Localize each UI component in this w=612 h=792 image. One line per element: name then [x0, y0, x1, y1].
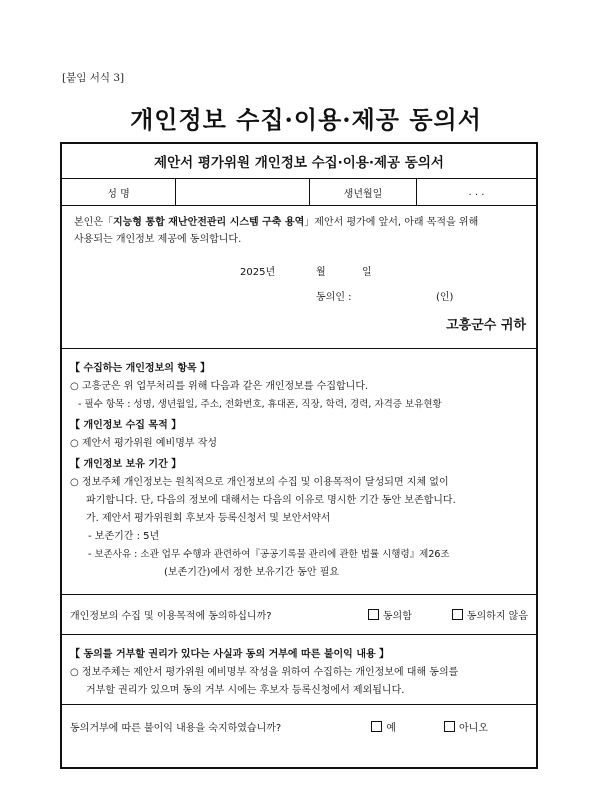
identity-row — [62, 179, 536, 206]
retention-heading: 【 개인정보 보유 기간 】 — [70, 459, 182, 470]
consent-question — [62, 595, 536, 635]
intro-line — [74, 214, 526, 231]
refusal-text-1: ○ 정보주체는 제안서 평가위원 예비명부 작성을 위하여 수집하는 개인정보에 대해 동의를 — [70, 667, 459, 678]
acknowledge-question — [62, 705, 536, 747]
retention-period: - 보존기간 : 5년 — [88, 531, 160, 542]
date-year: 2025년 — [240, 267, 276, 278]
consent-statement — [62, 206, 536, 349]
no-label: 아니오 — [459, 722, 488, 734]
items-required: - 필수 항목 : 성명, 생년월일, 주소, 전화번호, 휴대폰, 직장, 학력, 경력, 자격증 보유현황 — [78, 399, 442, 410]
purpose-heading: 【 개인정보 수집 목적 】 — [70, 420, 182, 431]
project-name: 지능형 통합 재난안전관리 시스템 구축 용역 — [112, 217, 305, 228]
signer-label: 동의인 : — [316, 292, 352, 303]
disagree-option[interactable] — [452, 607, 528, 622]
agree-label: 동의함 — [382, 611, 412, 622]
intro-prefix: 본인은「 — [74, 217, 113, 228]
yes-checkbox[interactable] — [371, 721, 382, 732]
intro-line-2: 사용되는 개인정보 제공에 동의합니다. — [74, 234, 242, 245]
disagree-checkbox[interactable] — [452, 609, 463, 620]
purpose-text: ○ 제안서 평가위원 예비명부 작성 — [70, 438, 218, 449]
yes-option[interactable] — [371, 719, 396, 734]
document-title: 개인정보 수집·이용·제공 동의서 — [130, 105, 482, 134]
retention-reason: - 보존사유 : 소관 업무 수행과 관련하여『공공기록물 관리에 관한 법률 시행령』제26조 — [88, 549, 450, 560]
retention-item-a: 가. 제안서 평가위원회 후보자 등록신청서 및 보안서약서 — [86, 513, 331, 524]
retention-reason-2: (보존기간)에서 정한 보유기간 동안 필요 — [164, 567, 340, 578]
items-heading: 【 수집하는 개인정보의 항목 】 — [70, 363, 211, 374]
no-checkbox[interactable] — [444, 721, 455, 732]
refusal-text-2: 거부할 권리가 있으며 동의 거부 시에는 후보자 등록신청에서 제외됩니다. — [86, 685, 405, 696]
disagree-label: 동의하지 않음 — [466, 611, 528, 622]
acknowledge-question-text: 동의거부에 따른 불이익 내용을 숙지하였습니까? — [70, 722, 282, 734]
retention-text-1: ○ 정보주체 개인정보는 원칙적으로 개인정보의 수집 및 이용목적이 달성되면 지체 없이 — [70, 477, 449, 488]
agree-option[interactable] — [368, 607, 412, 622]
consent-form — [60, 142, 538, 769]
addressee: 고흥군수 귀하 — [446, 318, 526, 333]
consent-question-text: 개인정보의 수집 및 이용목적에 동의하십니까? — [70, 611, 272, 622]
name-label: 성 명 — [62, 179, 176, 205]
agree-checkbox[interactable] — [368, 609, 379, 620]
yes-label: 예 — [386, 722, 397, 734]
retention-text-2: 파기합니다. 단, 다음의 정보에 대해서는 다음의 이유로 명시한 기간 동안 보존합니다. — [86, 495, 456, 506]
birth-field[interactable]: . . . — [468, 186, 485, 198]
refusal-notice — [62, 635, 536, 705]
items-text: ○ 고흥군은 위 업무처리를 위해 다음과 같은 개인정보를 수집합니다. — [70, 381, 369, 392]
date-day: 일 — [362, 267, 372, 278]
refusal-heading: 【 동의를 거부할 권리가 있다는 사실과 동의 거부에 따른 불이익 내용 】 — [70, 649, 390, 660]
form-title: 제안서 평가위원 개인정보 수집·이용·제공 동의서 — [62, 144, 536, 179]
form-number: [붙임 서식 3] — [62, 72, 125, 84]
date-month: 월 — [316, 267, 326, 278]
intro-suffix: 」제안서 평가에 앞서, 아래 목적을 위해 — [304, 217, 479, 228]
seal-mark: (인) — [436, 292, 454, 303]
birth-label: 생년월일 — [310, 179, 417, 205]
no-option[interactable] — [444, 719, 488, 734]
name-field[interactable] — [176, 179, 310, 205]
privacy-details — [62, 349, 536, 595]
